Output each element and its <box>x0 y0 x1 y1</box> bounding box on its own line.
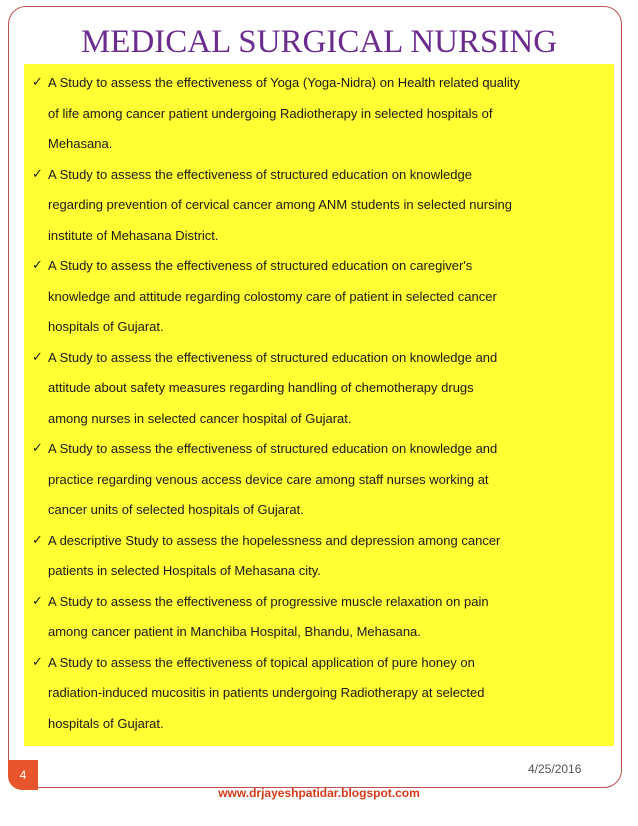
study-item-line: A Study to assess the effectiveness of structured education on knowledge and <box>48 441 498 456</box>
footer-url[interactable]: www.drjayeshpatidar.blogspot.com <box>218 786 420 800</box>
slide-title: MEDICAL SURGICAL NURSING <box>80 24 558 60</box>
study-item-line: institute of Mehasana District. <box>48 227 219 243</box>
study-item-line: radiation-induced mucositis in patients undergoing Radiotherapy at selected <box>48 685 485 700</box>
check-icon: ✓ <box>32 258 43 273</box>
study-item-line: A Study to assess the effectiveness of progressive muscle relaxation on pain <box>48 593 489 609</box>
study-item-line: patients in selected Hospitals of Mehasana city. <box>48 563 321 578</box>
study-item-line: regarding prevention of cervical cancer among ANM students in selected nursing <box>48 197 512 212</box>
check-icon: ✓ <box>32 441 43 456</box>
study-item-1 <box>34 68 604 160</box>
study-item-line: hospitals of Gujarat. <box>48 715 164 731</box>
study-item-6 <box>34 526 604 587</box>
study-item-line: practice regarding venous access device care among staff nurses working at <box>48 471 489 487</box>
check-icon: ✓ <box>32 75 43 90</box>
study-item-line: A Study to assess the effectiveness of structured education on knowledge and <box>48 349 498 365</box>
check-icon: ✓ <box>32 166 43 182</box>
check-icon: ✓ <box>32 654 43 670</box>
study-item-line: A Study to assess the effectiveness of topical application of pure honey on <box>48 654 475 670</box>
study-item-line: cancer units of selected hospitals of Gujarat. <box>48 502 304 517</box>
study-item-line: attitude about safety measures regarding handling of chemotherapy drugs <box>48 380 474 395</box>
page-number-badge: 4 <box>8 760 38 790</box>
study-item-line: A descriptive Study to assess the hopelessness and depression among cancer <box>48 532 501 548</box>
study-item-4 <box>34 343 604 435</box>
study-item-line: hospitals of Gujarat. <box>48 319 164 334</box>
study-item-line: A Study to assess the effectiveness of structured education on knowledge <box>48 166 472 182</box>
study-item-8 <box>34 648 604 740</box>
check-icon: ✓ <box>32 349 43 365</box>
study-item-line: among cancer patient in Manchiba Hospital, Bhandu, Mehasana. <box>48 624 421 639</box>
study-item-line: A Study to assess the effectiveness of structured education on caregiver's <box>48 258 473 273</box>
study-item-line: among nurses in selected cancer hospital of Gujarat. <box>48 410 352 426</box>
study-item-line: of life among cancer patient undergoing Radiotherapy in selected hospitals of <box>48 105 493 121</box>
check-icon: ✓ <box>32 593 43 609</box>
check-icon: ✓ <box>32 532 43 548</box>
study-item-5 <box>34 434 604 526</box>
study-item-line: Mehasana. <box>48 136 113 151</box>
study-item-line: A Study to assess the effectiveness of Yoga (Yoga-Nidra) on Health related quality <box>48 75 520 90</box>
slide-date: 4/25/2016 <box>528 762 582 776</box>
study-item-line: knowledge and attitude regarding colostomy care of patient in selected cancer <box>48 288 497 304</box>
study-list <box>24 64 614 746</box>
study-item-7 <box>34 587 604 648</box>
study-item-2 <box>34 160 604 252</box>
study-item-3 <box>34 251 604 343</box>
